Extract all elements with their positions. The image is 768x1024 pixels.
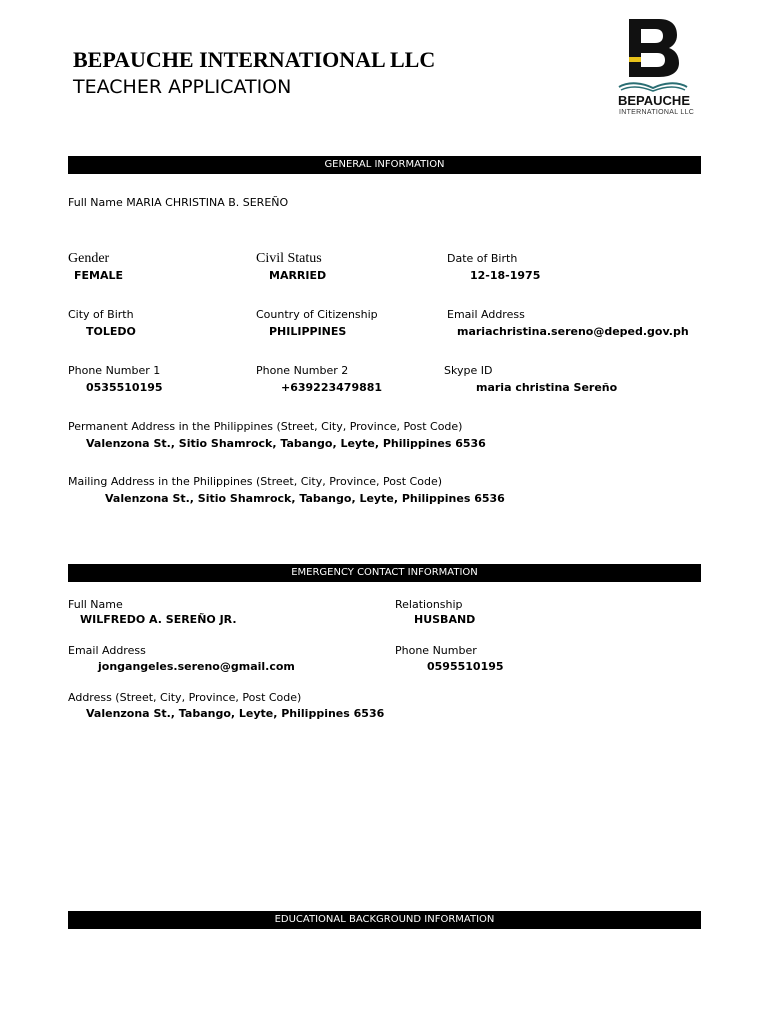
dob-label: Date of Birth [447, 252, 518, 265]
gender-label: Gender [68, 251, 110, 266]
document-title: TEACHER APPLICATION [73, 76, 292, 98]
phone2-value: +639223479881 [281, 381, 383, 394]
relationship-label: Relationship [395, 598, 463, 611]
section-bar-education: EDUCATIONAL BACKGROUND INFORMATION [68, 911, 701, 929]
city-of-birth-label: City of Birth [68, 308, 134, 321]
logo-text-main: BEPAUCHE [618, 93, 690, 108]
emergency-email-label: Email Address [68, 644, 146, 657]
mailing-address-label: Mailing Address in the Philippines (Street, City, Province, Post Code) [68, 475, 443, 488]
bepauche-logo [615, 17, 695, 121]
permanent-address-value: Valenzona St., Sitio Shamrock, Tabango, Leyte, Philippines 6536 [86, 437, 486, 450]
section-bar-emergency: EMERGENCY CONTACT INFORMATION [68, 564, 701, 582]
full-name-line: Full Name MARIA CHRISTINA B. SEREÑO [68, 196, 289, 209]
logo-text-sub: INTERNATIONAL LLC [619, 109, 695, 116]
civil-status-label: Civil Status [256, 251, 322, 266]
emergency-email-value: jongangeles.sereno@gmail.com [98, 660, 295, 673]
permanent-address-label: Permanent Address in the Philippines (Street, City, Province, Post Code) [68, 420, 463, 433]
citizenship-label: Country of Citizenship [256, 308, 378, 321]
mailing-address-value: Valenzona St., Sitio Shamrock, Tabango, Leyte, Philippines 6536 [105, 492, 505, 505]
email-value: mariachristina.sereno@deped.gov.ph [457, 325, 689, 338]
emergency-address-value: Valenzona St., Tabango, Leyte, Philippines 6536 [86, 707, 385, 720]
citizenship-value: PHILIPPINES [269, 325, 347, 338]
dob-value: 12-18-1975 [470, 269, 541, 282]
city-of-birth-value: TOLEDO [86, 325, 136, 338]
emergency-address-label: Address (Street, City, Province, Post Code) [68, 691, 302, 704]
emergency-phone-value: 0595510195 [427, 660, 504, 673]
skype-label: Skype ID [444, 364, 493, 377]
email-label: Email Address [447, 308, 525, 321]
phone2-label: Phone Number 2 [256, 364, 349, 377]
emergency-phone-label: Phone Number [395, 644, 477, 657]
section-bar-general: GENERAL INFORMATION [68, 156, 701, 174]
skype-value: maria christina Sereño [476, 381, 618, 394]
phone1-label: Phone Number 1 [68, 364, 161, 377]
gender-value: FEMALE [74, 269, 124, 282]
civil-status-value: MARRIED [269, 269, 327, 282]
emergency-name-label: Full Name [68, 598, 123, 611]
company-name: BEPAUCHE INTERNATIONAL LLC [73, 47, 436, 72]
relationship-value: HUSBAND [414, 613, 476, 626]
emergency-name-value: WILFREDO A. SEREÑO JR. [80, 613, 237, 626]
phone1-value: 0535510195 [86, 381, 163, 394]
